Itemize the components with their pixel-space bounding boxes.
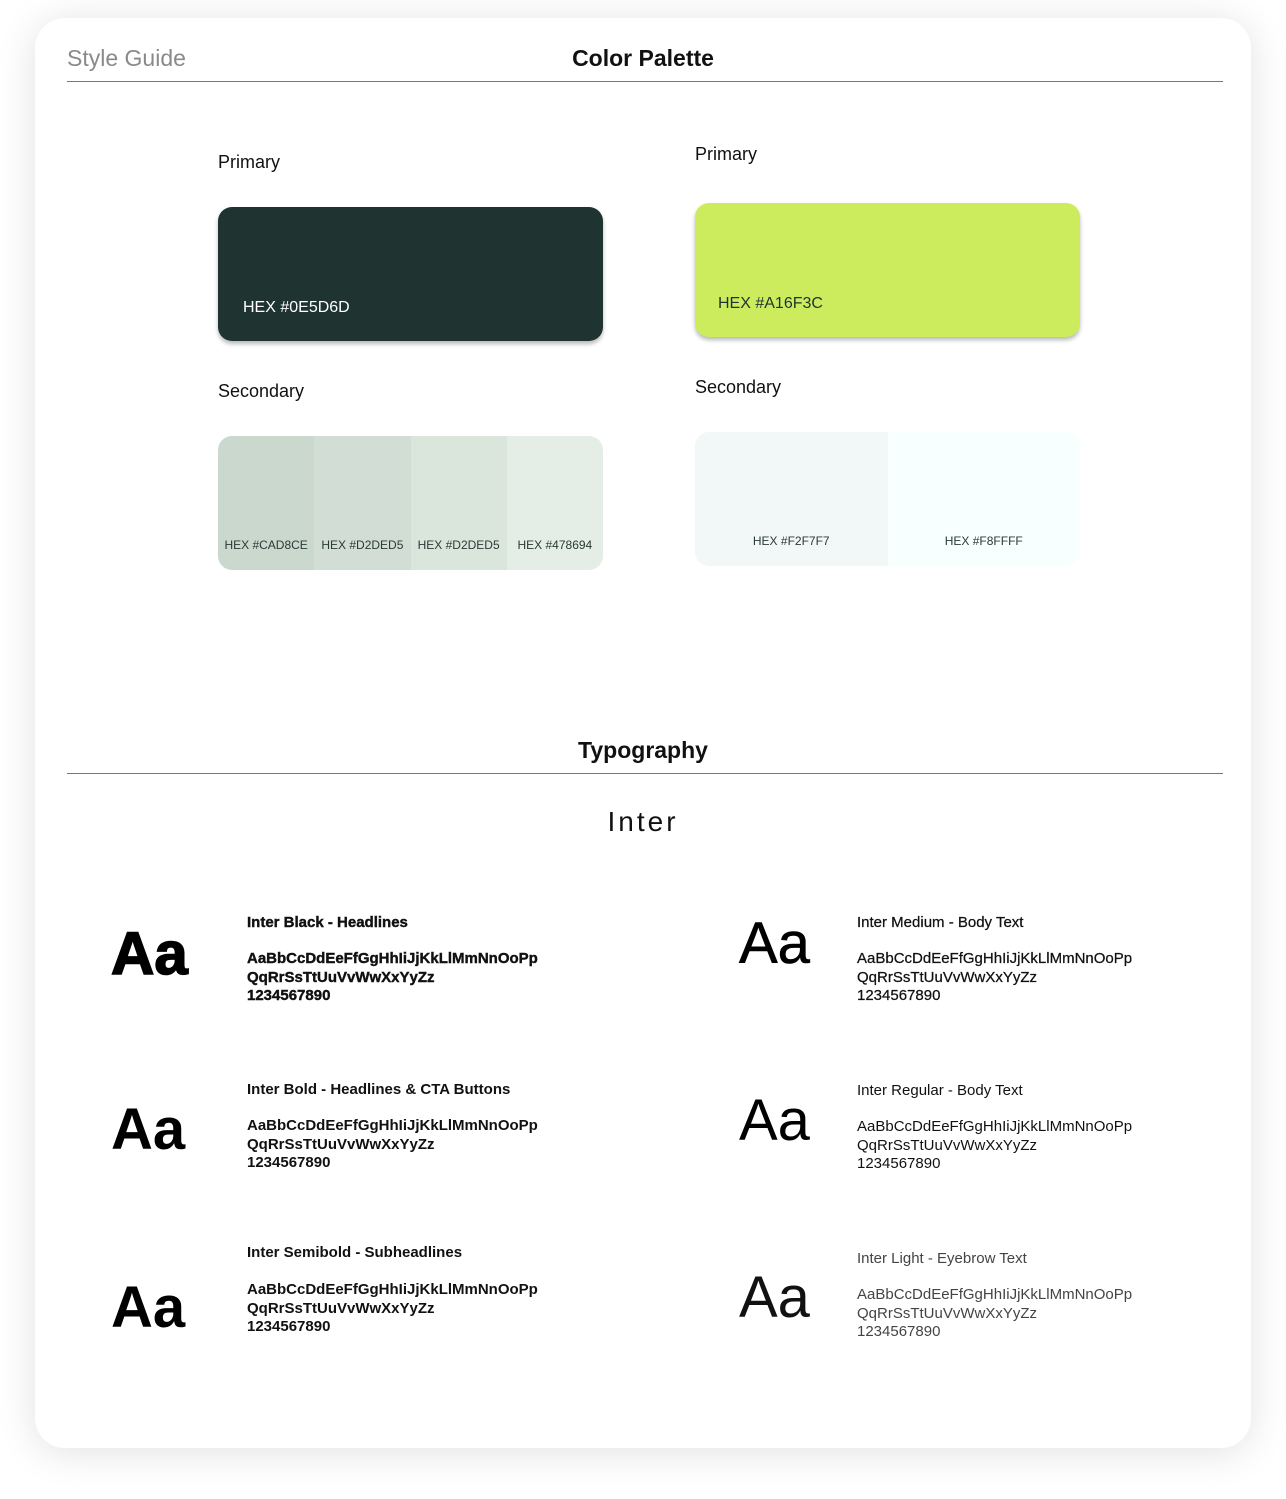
- digits-line: 1234567890: [247, 1154, 331, 1171]
- specimen-aa-black: Aa: [111, 920, 188, 987]
- digits-line: 1234567890: [857, 1155, 941, 1172]
- swatch-hex: HEX #CAD8CE: [224, 538, 308, 552]
- digits-line: 1234567890: [247, 1318, 331, 1335]
- secondary-swatch-cell: [314, 436, 410, 570]
- font-family-name: Inter: [607, 806, 679, 837]
- secondary-swatch-cell: [695, 432, 888, 566]
- header-divider: [67, 81, 1223, 82]
- secondary-swatch-strip-right: [695, 432, 1080, 566]
- primary-swatch-dark: [218, 207, 603, 341]
- alphabet-line-2: QqRrSsTtUuVvWwXxYyZz: [247, 1135, 435, 1153]
- secondary-label-left: Secondary: [218, 381, 305, 401]
- alphabet-sample-light: [857, 1286, 1132, 1342]
- alphabet-line-2: QqRrSsTtUuVvWwXxYyZz: [247, 968, 435, 986]
- alphabet-sample-regular: [857, 1118, 1132, 1174]
- specimen-aa-bold: Aa: [111, 1097, 186, 1162]
- secondary-swatch-strip-left: [218, 436, 603, 570]
- weight-name-bold: Inter Bold - Headlines & CTA Buttons: [247, 1081, 511, 1098]
- digits-line: 1234567890: [247, 987, 331, 1004]
- specimen-aa-light: Aa: [739, 1265, 810, 1330]
- swatch-hex: HEX #D2DED5: [321, 538, 404, 552]
- secondary-swatch-cell: [507, 436, 603, 570]
- alphabet-sample-semibold: [247, 1281, 538, 1337]
- secondary-swatch-cell: [218, 436, 314, 570]
- weight-name-regular: Inter Regular - Body Text: [857, 1082, 1023, 1099]
- alphabet-line-1: AaBbCcDdEeFfGgHhIiJjKkLlMmNnOoPp: [247, 950, 538, 967]
- alphabet-line-2: QqRrSsTtUuVvWwXxYyZz: [857, 1136, 1038, 1154]
- primary-label-left: Primary: [218, 152, 280, 172]
- primary-swatch-hex: HEX #0E5D6D: [243, 299, 350, 316]
- alphabet-sample-medium: [857, 950, 1132, 1006]
- page-title: Color Palette: [572, 45, 714, 71]
- alphabet-sample-bold: [247, 1117, 538, 1173]
- alphabet-line-1: AaBbCcDdEeFfGgHhIiJjKkLlMmNnOoPp: [247, 1117, 538, 1134]
- weight-name-light: Inter Light - Eyebrow Text: [857, 1250, 1027, 1267]
- primary-swatch-hex: HEX #A16F3C: [718, 295, 823, 312]
- specimen-aa-regular: Aa: [739, 1088, 810, 1153]
- digits-line: 1234567890: [857, 1323, 941, 1340]
- style-guide-card: [35, 18, 1251, 1448]
- swatch-hex: HEX #F8FFFF: [944, 534, 1023, 548]
- typography-title: Typography: [578, 737, 708, 763]
- weight-name-medium: Inter Medium - Body Text: [857, 914, 1024, 931]
- secondary-label-right: Secondary: [695, 377, 782, 397]
- swatch-hex: HEX #478694: [517, 538, 593, 552]
- alphabet-line-1: AaBbCcDdEeFfGgHhIiJjKkLlMmNnOoPp: [857, 1286, 1133, 1303]
- secondary-swatch-cell: [411, 436, 507, 570]
- weight-name-black: Inter Black - Headlines: [247, 914, 408, 931]
- alphabet-line-2: QqRrSsTtUuVvWwXxYyZz: [857, 968, 1038, 986]
- secondary-swatch-cell: [888, 432, 1081, 566]
- alphabet-line-1: AaBbCcDdEeFfGgHhIiJjKkLlMmNnOoPp: [857, 1118, 1133, 1135]
- brand-title: Style Guide: [67, 45, 186, 71]
- typography-divider: [67, 773, 1223, 774]
- swatch-hex: HEX #F2F7F7: [752, 534, 830, 548]
- specimen-aa-medium: Aa: [739, 911, 810, 976]
- swatch-hex: HEX #D2DED5: [417, 538, 500, 552]
- digits-line: 1234567890: [857, 987, 941, 1004]
- weight-name-semibold: Inter Semibold - Subheadlines: [247, 1244, 463, 1261]
- alphabet-line-1: AaBbCcDdEeFfGgHhIiJjKkLlMmNnOoPp: [247, 1281, 538, 1298]
- primary-label-right: Primary: [695, 144, 757, 164]
- alphabet-line-2: QqRrSsTtUuVvWwXxYyZz: [247, 1299, 435, 1317]
- alphabet-line-2: QqRrSsTtUuVvWwXxYyZz: [857, 1304, 1038, 1322]
- primary-swatch-lime: [695, 203, 1080, 337]
- alphabet-sample-black: [247, 950, 538, 1006]
- specimen-aa-semibold: Aa: [111, 1275, 186, 1340]
- alphabet-line-1: AaBbCcDdEeFfGgHhIiJjKkLlMmNnOoPp: [857, 950, 1133, 967]
